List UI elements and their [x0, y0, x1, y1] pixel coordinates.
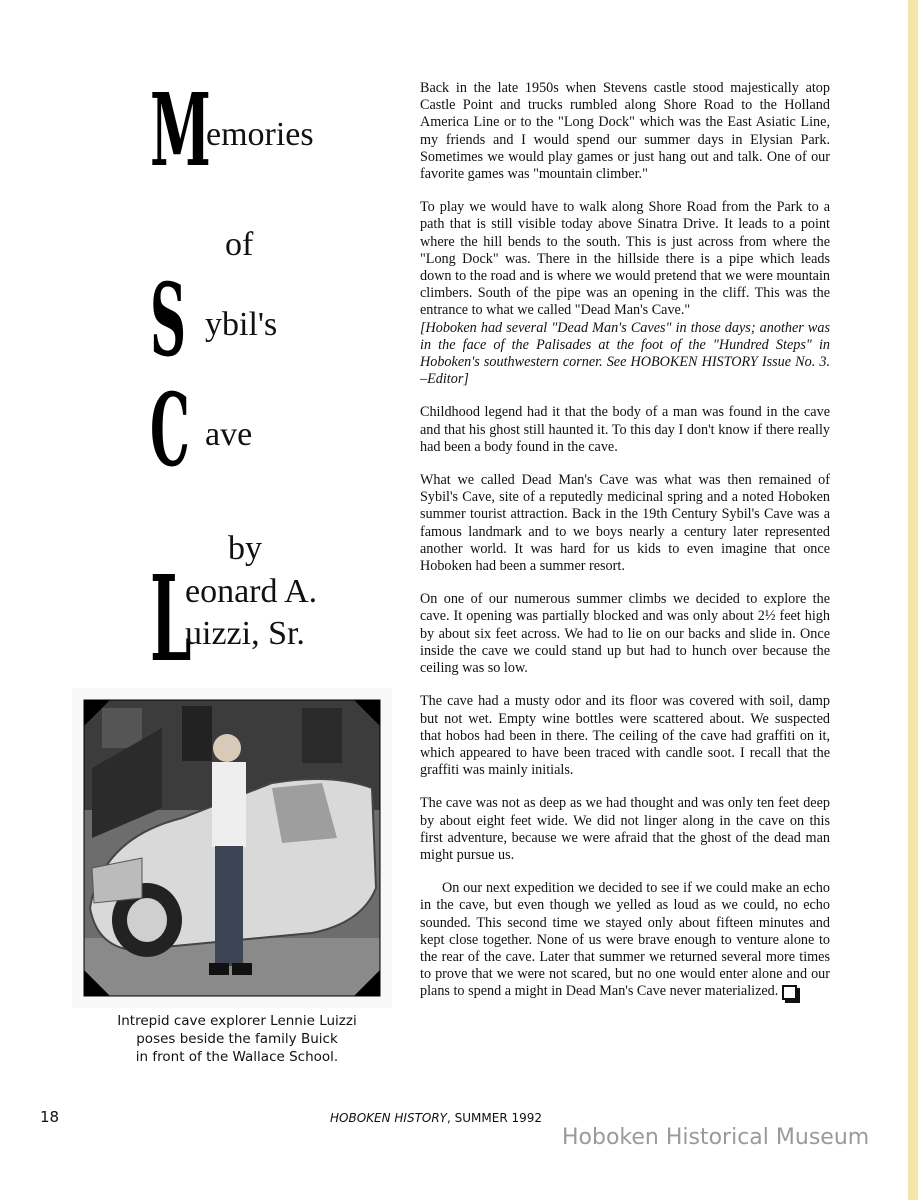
- photo-buick: [72, 688, 392, 1008]
- footer-issue: , SUMMER 1992: [447, 1111, 543, 1125]
- paragraph-5: On one of our numerous summer climbs we decided to explore the cave. It opening was partially blocked and was only about 2½ feet high by about six feet across. We had to lie on our backs and slide in. Once inside the cave we could stand up but had to hunch over because the ceiling was so low.: [420, 591, 830, 677]
- paragraph-1: Back in the late 1950s when Stevens castle stood majestically atop Castle Point and trucks rumbled along Shore Road to the Holland America Line or to the "Long Dock" which was the East Asiatic Line, my friends and I would spend our summer days in Elysian Park. Sometimes we would play games or just hang out and talk. One of our favorite games was "mountain climber.": [420, 80, 830, 183]
- footer-publication: HOBOKEN HISTORY: [330, 1111, 448, 1125]
- title-word-ybils: ybil's: [205, 306, 278, 343]
- title-initial-m: M: [150, 71, 211, 189]
- title-author-last: uizzi, Sr.: [185, 615, 305, 652]
- title-word-of: of: [225, 226, 254, 263]
- paragraph-6: The cave had a musty odor and its floor was covered with soil, damp but not wet. Empty wine bottles were scattered about. We suspected that hobos had been in there. The ceiling of the cave had graffiti on it, which appeared to have been traced with candle soot. I recall that the graffiti was mainly initials.: [420, 693, 830, 779]
- caption-line-3: in front of the Wallace School.: [135, 1049, 339, 1065]
- paragraph-7: The cave was not as deep as we had thought and was only ten feet deep by about eight feet wide. We did not linger along in the cave on this first adventure, because we were afraid that the ghost of the dead man might pursue us.: [420, 795, 830, 863]
- page-edge-strip: [908, 0, 918, 1200]
- title-initial-l: L: [150, 549, 192, 688]
- caption-line-2: poses beside the family Buick: [136, 1031, 338, 1047]
- paragraph-8: [420, 880, 830, 1000]
- title-word-by: by: [228, 530, 262, 567]
- photo-illustration: [72, 688, 392, 1008]
- photo-caption: [72, 1012, 402, 1066]
- title-initial-s: S: [150, 261, 187, 379]
- end-mark-icon: [782, 985, 797, 1000]
- running-footer: [330, 1111, 542, 1125]
- paragraph-4: What we called Dead Man's Cave was what was then remained of Sybil's Cave, site of a reputedly medicinal spring and a noted Hoboken summer tourist attraction. Back in the 19th Century Sybil's Cave was a famous landmark and to we boys nearly a century later represented another world. It was hard for us kids to even imagine that once Hoboken had been a summer resort.: [420, 472, 830, 575]
- title-initial-c: C: [150, 371, 190, 489]
- paragraph-3: Childhood legend had it that the body of a man was found in the cave and that his ghost still haunted it. To this day I don't know if there really had been a body found in the cave.: [420, 404, 830, 455]
- paragraph-8-text: On our next expedition we decided to see if we could make an echo in the cave, but even though we yelled as loud as we could, no echo sounded. This second time we stayed only about fifteen minutes and kept close together. None of us were brave enough to venture alone to the rear of the cave. Later that summer we returned several more times to prove that we were not scared, but no one would enter alone and our plans to spend a might in Dead Man's Cave never materialized.: [420, 880, 830, 1000]
- paragraph-2: To play we would have to walk along Shore Road from the Park to a path that is still visible today above Sinatra Drive. It leads to a point where the hill bends to the south. This is just across from where the "Long Dock" was. There in the hillside there is a pipe which leads down to the road and is where we would pretend that we were mountain climbers. South of the pipe was an opening in the cliff. This was the entrance to what we called "Dead Man's Cave.": [420, 199, 830, 319]
- article-body: [420, 80, 830, 1017]
- title-word-emories: emories: [206, 116, 314, 153]
- page-number: 18: [40, 1108, 60, 1126]
- title-author-first: eonard A.: [185, 573, 318, 610]
- editor-note: [Hoboken had several "Dead Man's Caves" in those days; another was in the face of the Palisades at the foot of the "Hundred Steps" in Hoboken's southwestern corner. See HOBOKEN HISTORY Issue No. 3. –Editor]: [420, 319, 830, 388]
- title-word-ave: ave: [205, 416, 253, 453]
- article-title: [150, 71, 400, 688]
- caption-line-1: Intrepid cave explorer Lennie Luizzi: [117, 1013, 357, 1029]
- museum-watermark: Hoboken Historical Museum: [562, 1125, 870, 1150]
